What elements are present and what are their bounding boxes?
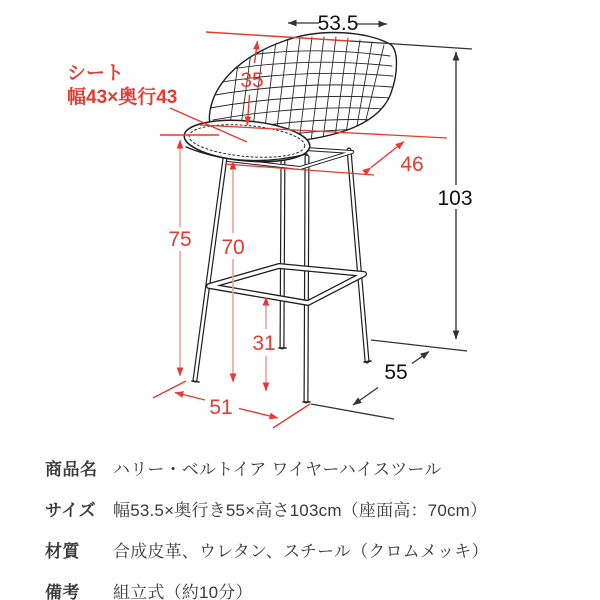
dim-label-seat-depth: 46 <box>400 153 424 176</box>
dim-front-width <box>153 381 310 428</box>
spec-table <box>45 455 565 600</box>
black-dimensions <box>288 12 473 419</box>
dim-label-seat-height: 70 <box>221 236 245 259</box>
dim-left-height <box>168 140 191 376</box>
dim-label-total-height: 103 <box>437 187 473 210</box>
dim-footrest-height <box>252 297 275 391</box>
spec-value: 合成皮革、ウレタン、スチール（クロムメッキ） <box>113 542 489 561</box>
top-reference-line <box>350 41 472 49</box>
spec-label: 商品名 <box>45 460 98 479</box>
spec-label: 材質 <box>45 542 80 561</box>
front-floor-line <box>311 404 394 419</box>
dim-label-back-height: 35 <box>240 69 264 92</box>
spec-row-material <box>45 537 565 562</box>
spec-label: サイズ <box>45 501 97 520</box>
spec-label: 備考 <box>45 583 80 600</box>
seat-note-line2: 幅43×奥行43 <box>67 87 178 108</box>
seat-note-line1: シート <box>67 63 125 84</box>
spec-value: ハリー・ベルトイア ワイヤーハイスツール <box>113 460 442 479</box>
dim-seat-height <box>221 161 244 382</box>
rear-floor-line <box>371 340 467 351</box>
dim-total-height <box>437 52 472 339</box>
dim-label-front-width: 51 <box>209 396 233 419</box>
wire-stool-drawing <box>182 33 396 402</box>
dim-label-top-width: 53.5 <box>317 12 359 35</box>
dim-label-floor-depth: 55 <box>384 361 408 384</box>
dim-top-width <box>288 12 387 35</box>
leg-foot-caps <box>192 348 371 402</box>
dim-label-left-height: 75 <box>168 228 192 251</box>
spec-row-size <box>45 496 565 521</box>
spec-row-product-name <box>45 455 565 480</box>
stool-legs <box>192 150 371 402</box>
seat-note <box>67 63 247 142</box>
spec-value: 組立式（約10分） <box>113 583 253 600</box>
spec-row-notes <box>45 578 565 600</box>
spec-value: 幅53.5×奥行き55×高さ103cm（座面高：70cm） <box>113 501 488 520</box>
dim-label-footrest-height: 31 <box>252 332 276 355</box>
